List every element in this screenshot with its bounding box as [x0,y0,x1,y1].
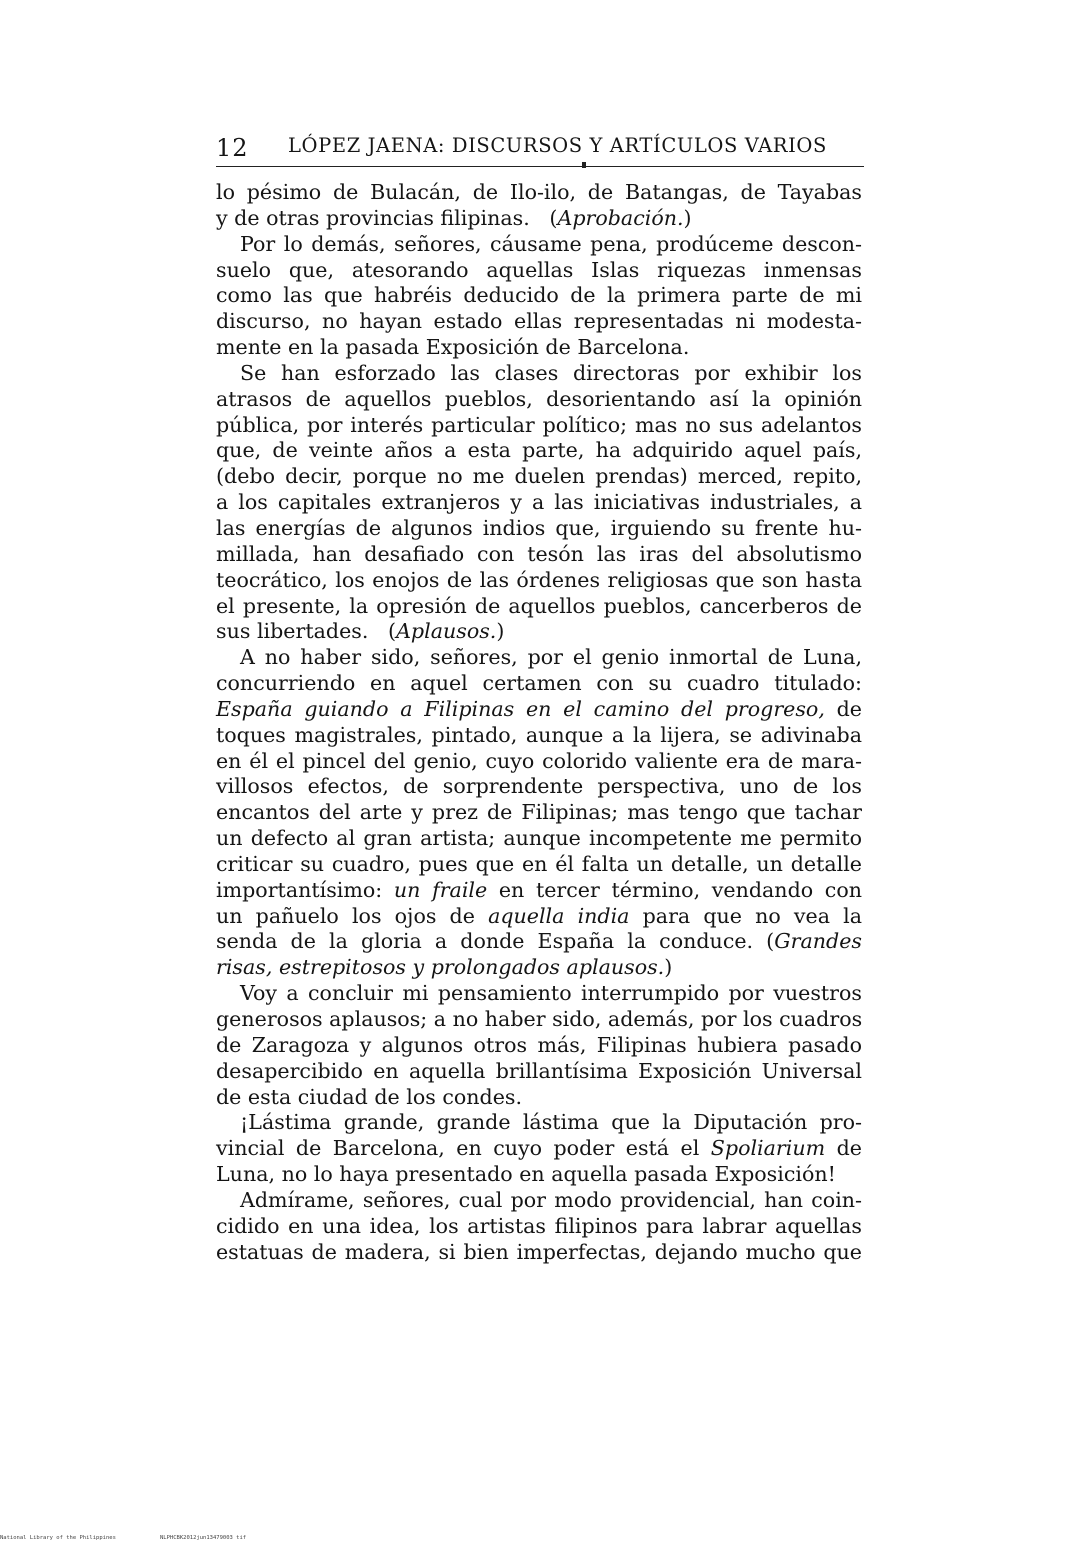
text-line: encantos del arte y prez de Filipinas; mas tengo que tachar [216,800,862,825]
emphasis: aquella india [488,903,630,928]
stage-direction: Aprobación. [557,205,684,230]
text-line: sus libertades. (Aplausos.) [216,619,505,644]
text-line: en él el pincel del genio, cuyo colorido valiente era de mara- [216,748,862,773]
text-line: teocrático, los enojos de las órdenes religiosas que son hasta [216,567,862,592]
text-line: ¡Lástima grande, grande lástima que la Diputación pro- [240,1110,862,1135]
text-line: como las que habréis deducido de la primera parte de mi [216,283,862,308]
text-line: el presente, la opresión de aquellos pueblos, cancerberos de [216,593,862,618]
text-line: las energías de algunos indios que, irguiendo su frente hu- [216,515,862,540]
stage-direction: Grandes [774,929,862,954]
text-line: de Zaragoza y algunos otros más, Filipinas hubiera pasado [216,1032,862,1057]
painting-title: Spoliarium [710,1136,826,1161]
text-line: Luna, no lo haya presentado en aquella pasada Exposición! [216,1162,836,1187]
text-line: a los capitales extranjeros y a las iniciativas industriales, a [216,490,862,515]
text-line: villosos efectos, de sorprendente perspectiva, uno de los [216,774,862,799]
text-line: y de otras provincias filipinas. (Aprobación.) [216,205,692,230]
text-line: vincial de Barcelona, en cuyo poder está el Spoliarium de [216,1136,862,1161]
footer-file-id: NLPHCBK2012jun13479003 tif [160,1535,247,1541]
text-line: millada, han desafiado con tesón las iras del absolutismo [216,541,862,566]
page-header [216,132,864,162]
stage-direction: risas, estrepitosos y prolongados aplausos. [216,955,665,980]
emphasis: un fraile [393,877,488,902]
text-line: Voy a concluir mi pensamiento interrumpido por vuestros [240,981,862,1006]
scan-footer [0,1535,247,1541]
text-line: desapercibido en aquella brillantísima Exposición Universal [216,1058,862,1083]
text-line: A no haber sido, señores, por el genio inmortal de Luna, [240,645,862,670]
text-line: toques magistrales, pintado, aunque a la lijera, se adivinaba [216,722,862,747]
text-line: generosos aplausos; a no haber sido, además, por los cuadros [216,1007,863,1031]
text-line: importantísimo: un fraile en tercer término, vendando con [216,877,863,902]
header-rule-mark [582,162,586,168]
text-line: mente en la pasada Exposición de Barcelona. [216,335,690,360]
text-line: pública, por interés particular político; mas no sus adelantos [216,412,862,437]
text-line: discurso, no hayan estado ellas representadas ni modesta- [216,309,862,334]
text-line: de esta ciudad de los condes. [216,1084,523,1109]
text-line: España guiando a Filipinas en el camino del progreso, de [216,696,862,721]
header-rule [216,166,864,167]
text-line: lo pésimo de Bulacán, de Ilo-ilo, de Batangas, de Tayabas [216,180,862,204]
text-line: concurriendo en aquel certamen con su cuadro titulado: [216,671,862,696]
stage-direction: Aplausos. [396,619,497,644]
text-line: criticar su cuadro, pues que en él falta un detalle, un detalle [216,851,862,876]
text-line: un defecto al gran artista; aunque incompetente me permito [216,826,862,851]
text-line: risas, estrepitosos y prolongados aplausos.) [216,955,673,980]
text-line: suelo que, atesorando aquellas Islas riquezas inmensas [216,257,862,282]
text-line: atrasos de aquellos pueblos, desorientando así la opinión [216,386,862,411]
text-line: que, de veinte años a esta parte, ha adquirido aquel país, [216,438,862,463]
text-line: Por lo demás, señores, cáusame pena, prodúceme descon- [240,231,862,256]
text-line: cidido en una idea, los artistas filipinos para labrar aquellas [216,1213,862,1238]
text-line: estatuas de madera, si bien imperfectas, dejando mucho que [216,1239,862,1264]
page-number: 12 [216,134,249,162]
text-line: Se han esforzado las clases directoras por exhibir los [240,360,862,385]
text-line: Admírame, señores, cual por modo providencial, han coin- [240,1187,862,1212]
text-line: senda de la gloria a donde España la conduce. (Grandes [216,929,862,954]
text-line: (debo decir, porque no me duelen prendas) merced, repito, [216,464,862,489]
text-line: un pañuelo los ojos de aquella india para que no vea la [216,903,863,928]
running-head: LÓPEZ JAENA: DISCURSOS Y ARTÍCULOS VARIOS [288,134,827,157]
body-text [216,180,862,1265]
footer-source: National Library of the Philippines [0,1535,116,1541]
painting-title: España guiando a Filipinas en el camino del progreso, [216,696,825,721]
